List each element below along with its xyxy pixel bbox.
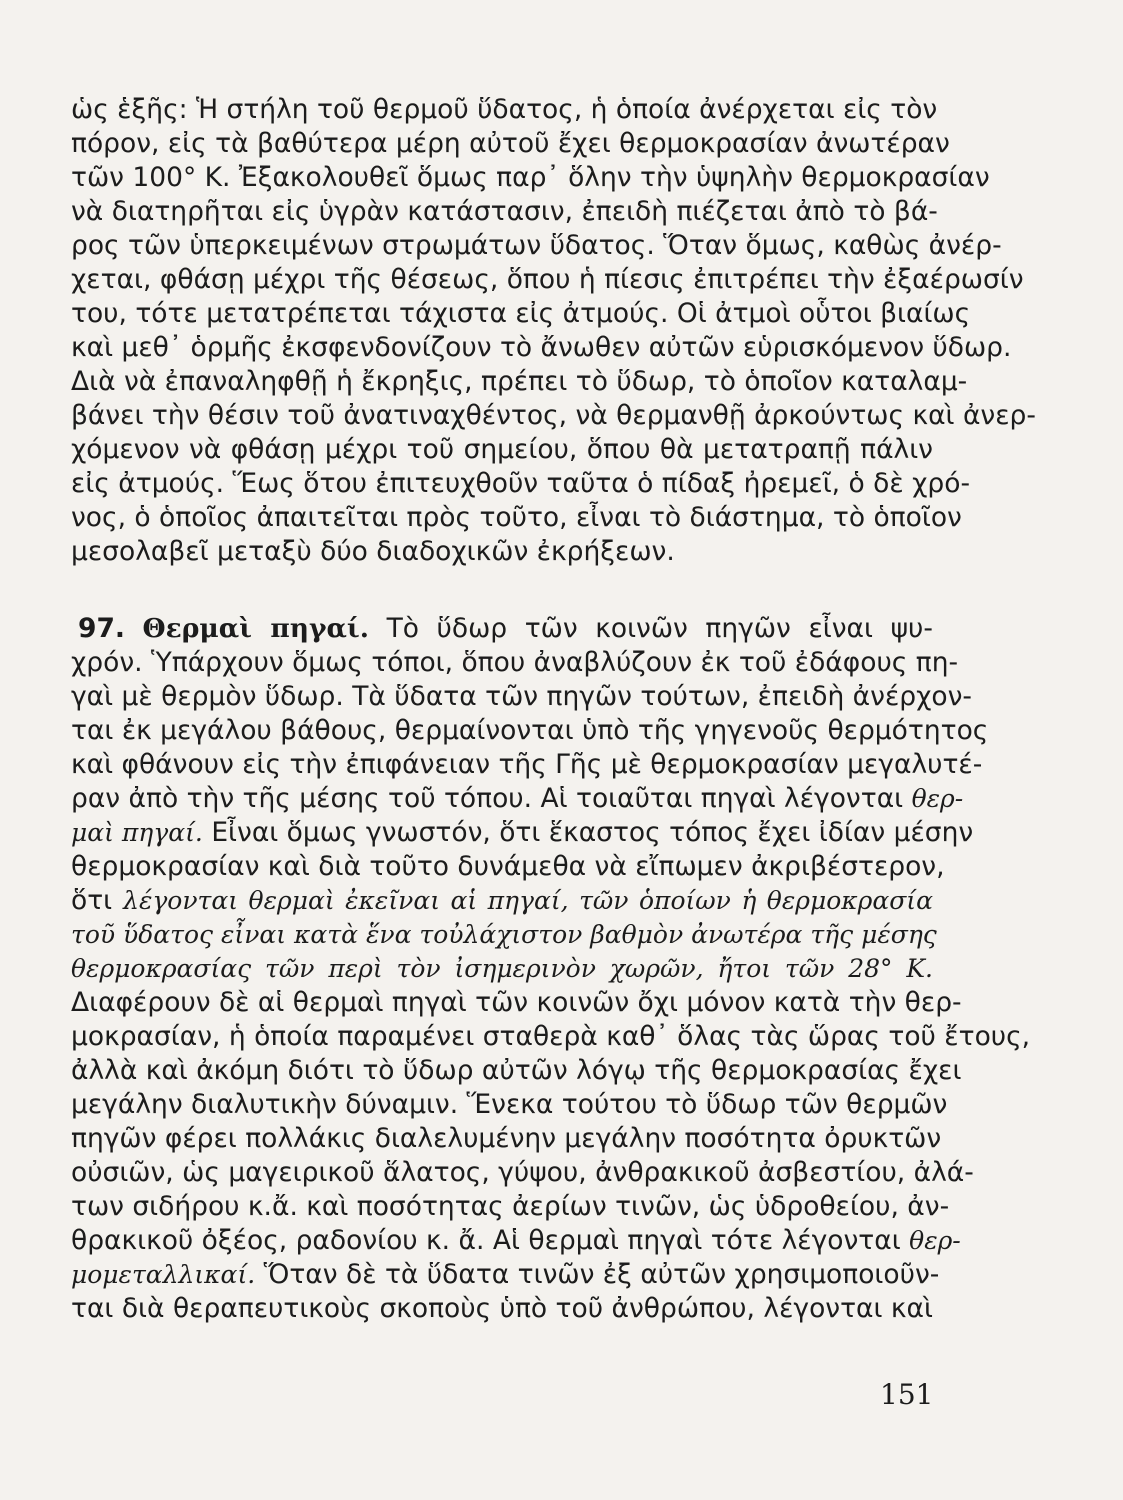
text-line: ὡς ἑξῆς: Ἡ στήλη τοῦ θερμοῦ ὕδατος, ἡ ὁποία ἀνέρχεται εἰς τὸν [71,94,938,125]
italic-definition-line: τοῦ ὕδατος εἶναι κατὰ ἕνα τοὐλάχιστον βαθμὸν ἀνωτέρα τῆς μέσης [71,920,937,949]
text-line: τῶν 100° Κ. Ἐξακολουθεῖ ὅμως παρ᾽ ὅλην τὴν ὑψηλὴν θερμοκρασίαν [71,162,990,193]
italic-term: θερ- [911,784,964,813]
section-first-text: Τὸ ὕδωρ τῶν κοινῶν πηγῶν εἶναι ψυ- [386,613,933,644]
text-line [71,782,964,816]
text-line [71,884,933,918]
text-line: του, τότε μετατρέπεται τάχιστα εἰς ἀτμούς. Οἱ ἀτμοὶ οὗτοι βιαίως [71,298,971,329]
text-line: καὶ μεθ᾽ ὁρμῆς ἐκσφενδονίζουν τὸ ἄνωθεν αὐτῶν εὑρισκόμενον ὕδωρ. [71,332,1012,363]
section-heading-line [78,612,933,646]
text-line: εἰς ἀτμούς. Ἕως ὅτου ἐπιτευχθοῦν ταῦτα ὁ πίδαξ ἠρεμεῖ, ὁ δὲ χρό- [71,468,971,499]
text-line: ται ἐκ μεγάλου βάθους, θερμαίνονται ὑπὸ τῆς γηγενοῦς θερμότητος [71,715,989,746]
italic-term: μαὶ πηγαί. [71,818,203,847]
text-line: πόρον, εἰς τὰ βαθύτερα μέρη αὐτοῦ ἔχει θερμοκρασίαν ἀνωτέραν [71,128,950,159]
section-title: Θερμαὶ πηγαί. [142,613,369,644]
text-line [71,1258,940,1292]
italic-term: μομεταλλικαί. [71,1260,256,1289]
italic-definition: λέγονται θερμαὶ ἐκεῖναι αἱ πηγαί, τῶν ὁποίων ἡ θερμοκρασία [123,886,933,915]
text-line: οὐσιῶν, ὡς μαγειρικοῦ ἅλατος, γύψου, ἀνθρακικοῦ ἀσβεστίου, ἀλά- [71,1157,974,1188]
text-line: των σιδήρου κ.ἄ. καὶ ποσότητας ἀερίων τινῶν, ὡς ὑδροθείου, ἀν- [71,1191,950,1222]
italic-term: θερ- [909,1226,961,1255]
text-line: καὶ φθάνουν εἰς τὴν ἐπιφάνειαν τῆς Γῆς μὲ θερμοκρασίαν μεγαλυτέ- [71,749,983,780]
text-span: ραν ἀπὸ τὴν τῆς μέσης τοῦ τόπου. Αἱ τοιαῦται πηγαὶ λέγονται [71,783,904,814]
text-line-last: μεσολαβεῖ μεταξὺ δύο διαδοχικῶν ἐκρήξεων. [71,536,675,567]
text-line: ἀλλὰ καὶ ἀκόμη διότι τὸ ὕδωρ αὐτῶν λόγῳ τῆς θερμοκρασίας ἔχει [71,1055,962,1086]
text-line: Διὰ νὰ ἐπαναληφθῇ ἡ ἔκρηξις, πρέπει τὸ ὕδωρ, τὸ ὁποῖον καταλαμ- [71,366,968,397]
text-line: χεται, φθάσῃ μέχρι τῆς θέσεως, ὅπου ἡ πίεσις ἐπιτρέπει τὴν ἐξαέρωσίν [71,264,1024,295]
text-line: ρος τῶν ὑπερκειμένων στρωμάτων ὕδατος. Ὅταν ὅμως, καθὼς ἀνέρ- [71,230,1002,261]
text-line: μεγάλην διαλυτικὴν δύναμιν. Ἕνεκα τούτου τὸ ὕδωρ τῶν θερμῶν [71,1089,948,1120]
text-span: Εἶναι ὅμως γνωστόν, ὅτι ἕκαστος τόπος ἔχει ἰδίαν μέσην [211,817,974,848]
text-line [71,816,974,850]
text-line: μοκρασίαν, ἡ ὁποία παραμένει σταθερὰ καθ᾽ ὅλας τὰς ὥρας τοῦ ἔτους, [71,1021,1031,1052]
text-span: Ὅταν δὲ τὰ ὕδατα τινῶν ἐξ αὐτῶν χρησιμοποιοῦν- [263,1259,940,1290]
section-number: 97. [78,613,125,644]
text-span: ὅτι [71,885,113,916]
text-line: Διαφέρουν δὲ αἱ θερμαὶ πηγαὶ τῶν κοινῶν ὄχι μόνον κατὰ τὴν θερ- [71,987,962,1018]
text-line: χόμενον νὰ φθάσῃ μέχρι τοῦ σημείου, ὅπου θὰ μετατραπῇ πάλιν [71,434,933,465]
text-line: βάνει τὴν θέσιν τοῦ ἀνατιναχθέντος, νὰ θερμανθῇ ἀρκούντως καὶ ἀνερ- [71,400,1036,431]
text-line: θερμοκρασίαν καὶ διὰ τοῦτο δυνάμεθα νὰ εἴπωμεν ἀκριβέστερον, [71,851,945,882]
text-span: θρακικοῦ ὀξέος, ραδονίου κ. ἄ. Αἱ θερμαὶ πηγαὶ τότε λέγονται [71,1225,901,1256]
text-line: γαὶ μὲ θερμὸν ὕδωρ. Τὰ ὕδατα τῶν πηγῶν τούτων, ἐπειδὴ ἀνέρχον- [71,681,972,712]
text-line: χρόν. Ὑπάρχουν ὅμως τόποι, ὅπου ἀναβλύζουν ἐκ τοῦ ἐδάφους πη- [71,647,959,678]
text-line: πηγῶν φέρει πολλάκις διαλελυμένην μεγάλην ποσότητα ὀρυκτῶν [71,1123,942,1154]
italic-definition-line: θερμοκρασίας τῶν περὶ τὸν ἰσημερινὸν χωρῶν, ἤτοι τῶν 28° Κ. [71,954,933,983]
text-line: νος, ὁ ὁποῖος ἀπαιτεῖται πρὸς τοῦτο, εἶναι τὸ διάστημα, τὸ ὁποῖον [71,502,962,533]
text-line: ται διὰ θεραπευτικοὺς σκοποὺς ὑπὸ τοῦ ἀνθρώπου, λέγονται καὶ [71,1293,933,1324]
text-line: νὰ διατηρῆται εἰς ὑγρὰν κατάστασιν, ἐπειδὴ πιέζεται ἀπὸ τὸ βά- [71,196,938,227]
text-line [71,1224,961,1258]
page-number: 151 [880,1378,934,1411]
